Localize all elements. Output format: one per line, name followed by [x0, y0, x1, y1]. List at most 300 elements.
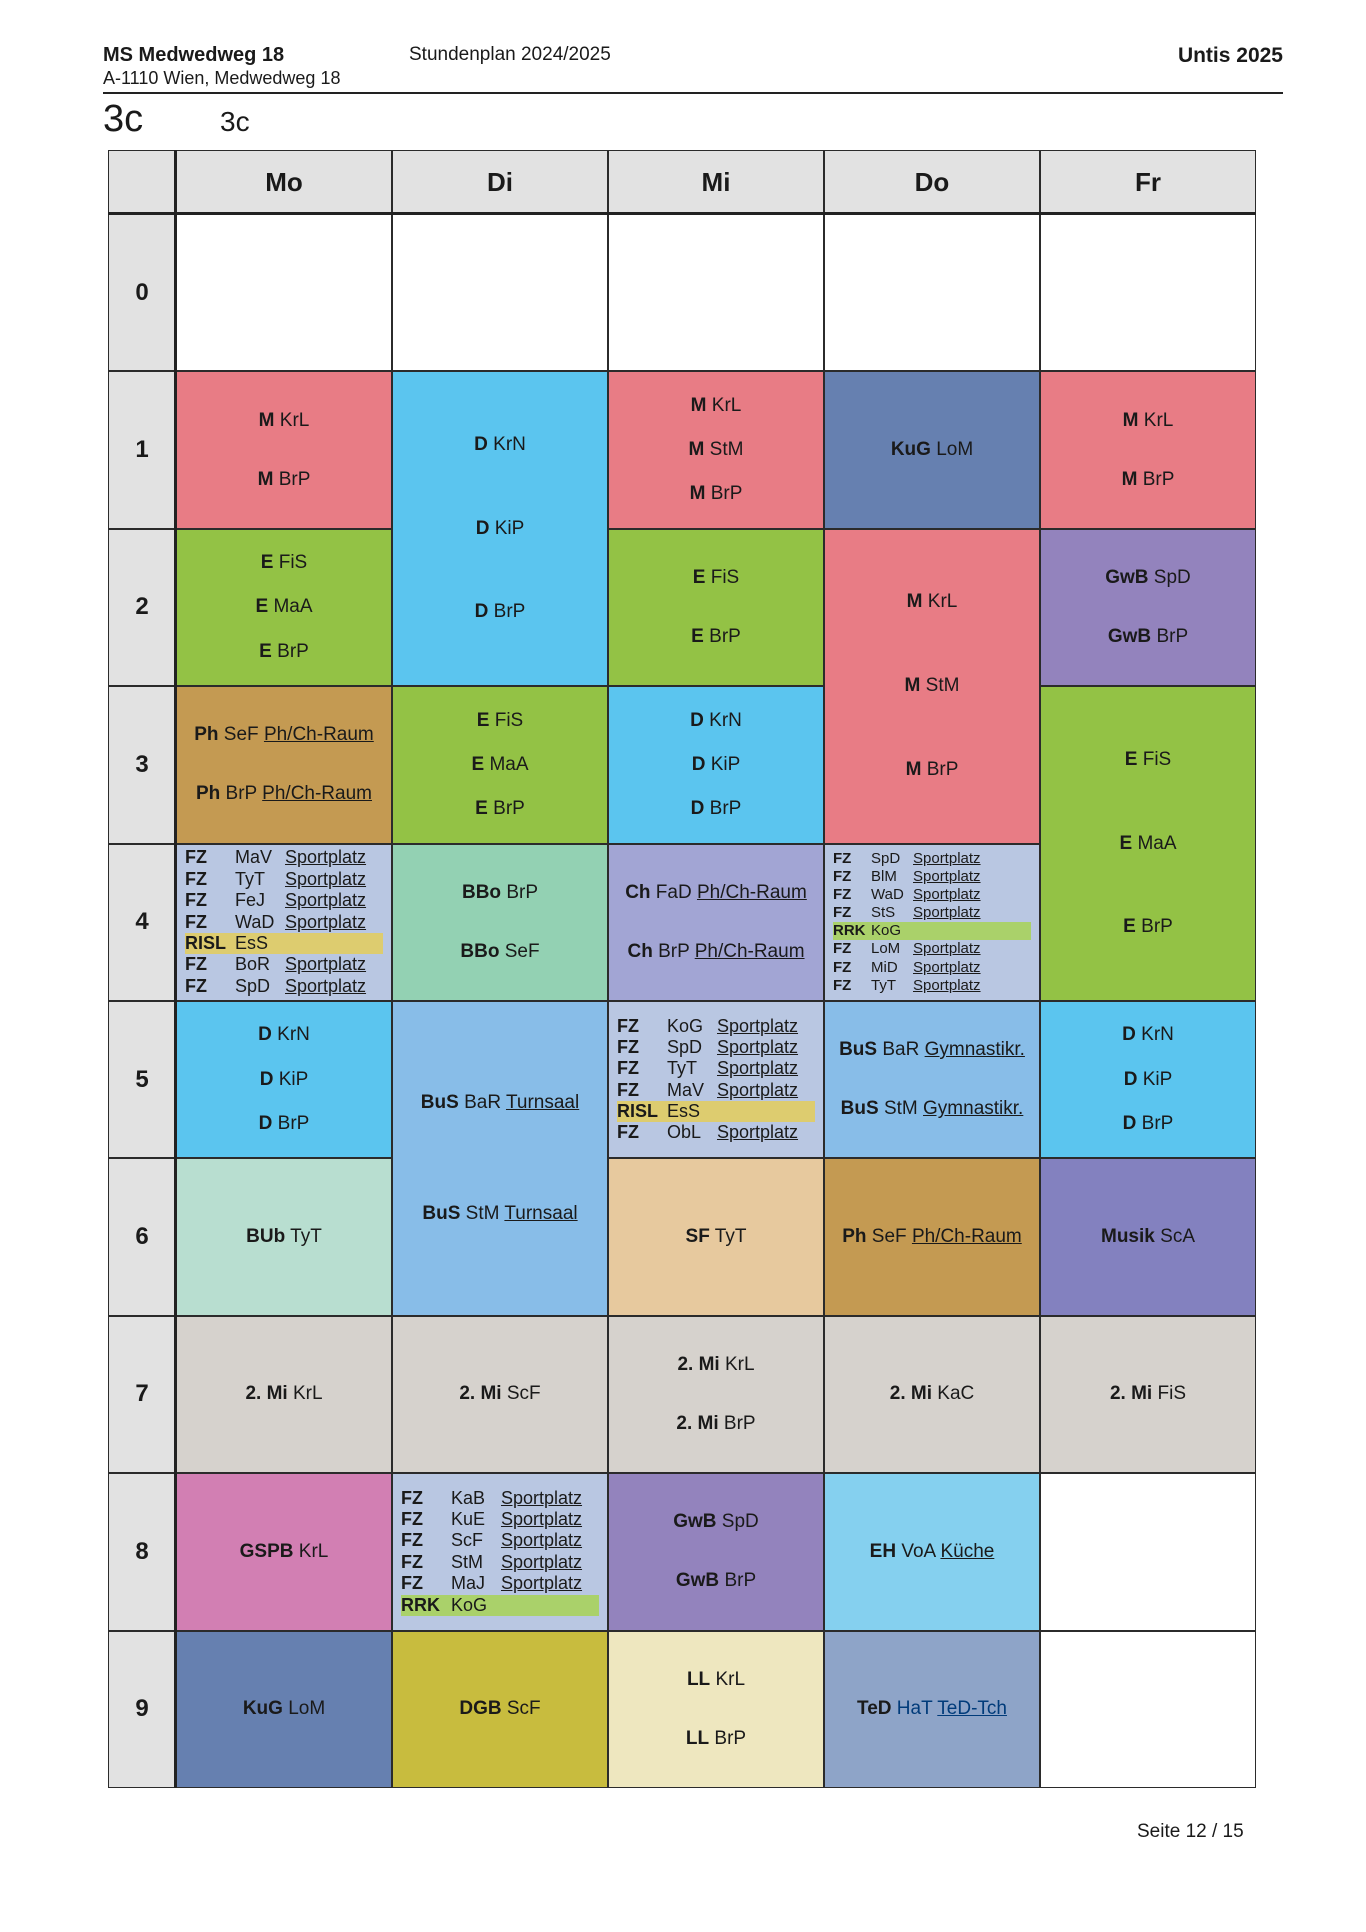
- lesson-entry: [243, 1698, 325, 1720]
- lesson-cell: [824, 844, 1040, 1001]
- lesson-list-row: [401, 1509, 599, 1530]
- lesson-entry: [676, 1570, 756, 1592]
- teacher-code: KaC: [937, 1383, 975, 1405]
- room-name: Sportplatz: [285, 868, 367, 889]
- lesson-cell: [176, 1631, 392, 1788]
- subject-code: BuS: [422, 1203, 461, 1225]
- subject-code: FZ: [617, 1058, 639, 1079]
- subject-code: M: [258, 409, 275, 431]
- teacher-code: BrP: [1156, 626, 1189, 648]
- lesson-entry: [677, 1354, 754, 1376]
- subject-code: D: [1122, 1024, 1136, 1046]
- lesson-entry: [259, 641, 309, 663]
- lesson-entry: [687, 1669, 745, 1691]
- subject-code: BUb: [246, 1226, 286, 1248]
- teacher-code: KrN: [1141, 1024, 1174, 1046]
- subject-code: M: [905, 758, 922, 780]
- teacher-code: ScF: [451, 1530, 484, 1551]
- room-name: Sportplatz: [285, 954, 367, 975]
- subject-code: FZ: [185, 868, 207, 889]
- subject-code: GwB: [673, 1511, 717, 1533]
- subject-code: FZ: [185, 975, 207, 996]
- teacher-code: FaD: [655, 881, 692, 903]
- teacher-code: BrP: [1141, 1113, 1174, 1135]
- subject-code: E: [471, 753, 485, 775]
- lesson-cell: [608, 1316, 824, 1473]
- lesson-entry: [906, 759, 959, 781]
- subject-code: M: [690, 394, 707, 416]
- teacher-code: ObL: [667, 1122, 702, 1143]
- subject-code: E: [1124, 748, 1138, 770]
- teacher-code: BrP: [225, 783, 257, 805]
- lesson-list-row: [833, 922, 1031, 940]
- room-name: Ph/Ch-Raum: [911, 1226, 1022, 1248]
- teacher-code: KrL: [279, 409, 310, 431]
- lesson-list-row: [833, 868, 1031, 886]
- teacher-code: TyT: [714, 1226, 747, 1248]
- subject-code: E: [1123, 916, 1136, 938]
- empty-slot: [392, 214, 608, 371]
- subject-code: 2. Mi: [676, 1413, 719, 1435]
- subject-code: E: [692, 566, 706, 588]
- teacher-code: SeF: [504, 940, 540, 962]
- lesson-list-row: [185, 912, 383, 933]
- teacher-code: StM: [925, 675, 960, 697]
- teacher-code: StS: [871, 904, 896, 922]
- lesson-entry: [692, 754, 741, 776]
- teacher-code: VoA: [901, 1540, 936, 1562]
- subject-code: D: [690, 798, 705, 820]
- subject-code: FZ: [833, 867, 852, 885]
- lesson-entry: [462, 882, 538, 904]
- teacher-code: KrN: [277, 1024, 310, 1046]
- subject-code: LL: [685, 1727, 710, 1749]
- teacher-code: BaR: [464, 1091, 502, 1113]
- teacher-code: KuE: [451, 1509, 486, 1530]
- teacher-code: TyT: [290, 1226, 322, 1248]
- teacher-code: FiS: [494, 709, 524, 731]
- teacher-code: FiS: [1142, 748, 1172, 770]
- lesson-list-row: [617, 1016, 815, 1037]
- lesson-list-row: [833, 904, 1031, 922]
- lesson-cell: [176, 1001, 392, 1158]
- lesson-entry: [476, 518, 525, 540]
- lesson-cell: [824, 1316, 1040, 1473]
- lesson-entry: [1101, 1226, 1195, 1248]
- lesson-cell: [824, 1158, 1040, 1315]
- grid-divider-horizontal: [108, 212, 1256, 215]
- lesson-list-row: [185, 954, 383, 975]
- teacher-code: BrP: [723, 1413, 756, 1435]
- empty-slot: [1040, 214, 1256, 371]
- teacher-code: BoR: [235, 954, 271, 975]
- subject-code: M: [689, 483, 706, 505]
- teacher-code: ScF: [506, 1698, 541, 1720]
- teacher-code: EsS: [667, 1101, 701, 1122]
- teacher-code: BrP: [658, 940, 690, 962]
- lesson-entry: [471, 754, 528, 776]
- lesson-cell: [176, 1473, 392, 1630]
- lesson-entry: [258, 469, 311, 491]
- grid-divider-vertical: [174, 150, 177, 1788]
- lesson-entry: [691, 626, 741, 648]
- subject-code: RRK: [833, 922, 866, 940]
- lesson-cell: [608, 844, 824, 1001]
- teacher-code: BrP: [724, 1570, 757, 1592]
- room-name: Sportplatz: [913, 885, 981, 903]
- subject-code: D: [474, 434, 488, 456]
- lesson-entry: [691, 395, 742, 417]
- teacher-code: KrL: [298, 1540, 329, 1562]
- lesson-entry: [258, 1024, 310, 1046]
- subject-code: FZ: [401, 1551, 423, 1572]
- subject-code: E: [260, 552, 274, 574]
- subject-code: FZ: [185, 954, 207, 975]
- subject-code: BuS: [420, 1091, 459, 1113]
- lesson-entry: [459, 1383, 540, 1405]
- room-name: Sportplatz: [285, 911, 367, 932]
- subject-code: BBo: [460, 940, 500, 962]
- lesson-list-row: [617, 1080, 815, 1101]
- subject-code: M: [904, 675, 921, 697]
- school-name: MS Medwedweg 18: [103, 44, 285, 66]
- page-header: [103, 44, 1283, 94]
- period-header-7: 7: [108, 1316, 176, 1473]
- class-title: 3c: [103, 98, 144, 140]
- teacher-code: BlM: [871, 867, 897, 885]
- lesson-list-row: [833, 850, 1031, 868]
- lesson-entry: [1122, 469, 1175, 491]
- teacher-code: KiP: [494, 517, 525, 539]
- lesson-entry: [690, 483, 743, 505]
- teacher-code: ScF: [506, 1383, 541, 1405]
- period-header-9: 9: [108, 1631, 176, 1788]
- lesson-entry: [422, 1203, 577, 1225]
- teacher-code: FiS: [278, 552, 308, 574]
- subject-code: GSPB: [239, 1540, 294, 1562]
- lesson-entry: [673, 1511, 759, 1533]
- teacher-code: SpD: [1153, 566, 1191, 588]
- lesson-cell: [824, 529, 1040, 844]
- lesson-entry: [691, 798, 742, 820]
- class-subtitle: 3c: [220, 106, 250, 137]
- lesson-entry: [1105, 567, 1191, 589]
- teacher-code: KaB: [451, 1487, 486, 1508]
- lesson-cell: [824, 1473, 1040, 1630]
- teacher-code: HaT: [896, 1698, 933, 1720]
- lesson-entry: [475, 601, 526, 623]
- lesson-entry: [260, 1069, 309, 1091]
- lesson-entry: [857, 1698, 1007, 1720]
- teacher-code: BrP: [493, 601, 526, 623]
- subject-code: Ch: [625, 881, 651, 903]
- subject-code: EH: [869, 1540, 897, 1562]
- teacher-code: MaA: [489, 753, 529, 775]
- empty-slot: [176, 214, 392, 371]
- subject-code: D: [258, 1113, 273, 1135]
- lesson-list-row: [617, 1058, 815, 1079]
- teacher-code: BrP: [709, 798, 742, 820]
- lesson-entry: [475, 798, 525, 820]
- subject-code: FZ: [401, 1487, 423, 1508]
- lesson-list-row: [401, 1488, 599, 1509]
- subject-code: TeD: [857, 1698, 892, 1720]
- lesson-entry: [689, 439, 744, 461]
- lesson-entry: [1123, 1113, 1174, 1135]
- day-header-mi: Mi: [608, 150, 824, 214]
- lesson-entry: [693, 567, 739, 589]
- lesson-entry: [460, 941, 539, 963]
- subject-code: FZ: [185, 890, 207, 911]
- teacher-code: KrL: [711, 394, 742, 416]
- teacher-code: FiS: [710, 566, 740, 588]
- teacher-code: SeF: [871, 1226, 907, 1248]
- teacher-code: BrP: [493, 798, 525, 820]
- lesson-entry: [459, 1698, 540, 1720]
- subject-code: SF: [685, 1226, 710, 1248]
- room-name: Sportplatz: [913, 904, 981, 922]
- lesson-cell: [176, 686, 392, 843]
- subject-code: RISL: [185, 932, 227, 953]
- teacher-code: MiD: [871, 958, 898, 976]
- subject-code: FZ: [617, 1036, 639, 1057]
- teacher-code: MaJ: [451, 1573, 486, 1594]
- teacher-code: BaR: [882, 1039, 920, 1061]
- room-name: Sportplatz: [913, 849, 981, 867]
- teacher-code: StM: [465, 1203, 500, 1225]
- subject-code: FZ: [617, 1122, 639, 1143]
- room-name: Sportplatz: [501, 1509, 583, 1530]
- teacher-code: MaA: [273, 596, 313, 618]
- lesson-list-row: [401, 1530, 599, 1551]
- room-name: Sportplatz: [501, 1487, 583, 1508]
- period-header-8: 8: [108, 1473, 176, 1630]
- lesson-list-row: [185, 847, 383, 868]
- teacher-code: TyT: [871, 976, 896, 994]
- lesson-list-row: [185, 933, 383, 954]
- subject-code: BuS: [839, 1039, 878, 1061]
- teacher-code: BrP: [714, 1727, 747, 1749]
- lesson-cell: [1040, 1316, 1256, 1473]
- period-header-0: 0: [108, 214, 176, 371]
- subject-code: KuG: [890, 439, 931, 461]
- subject-code: GwB: [1107, 626, 1152, 648]
- room-name: Gymnastikr.: [924, 1039, 1025, 1061]
- teacher-code: KoG: [451, 1594, 488, 1615]
- subject-code: GwB: [675, 1570, 720, 1592]
- lesson-entry: [261, 552, 307, 574]
- room-name: TeD-Tch: [937, 1698, 1007, 1720]
- lesson-entry: [194, 724, 374, 746]
- timetable-grid: [108, 150, 1256, 1788]
- lesson-cell: [392, 1631, 608, 1788]
- room-name: Sportplatz: [913, 976, 981, 994]
- teacher-code: WaD: [235, 911, 275, 932]
- lesson-list-row: [401, 1552, 599, 1573]
- lesson-list-row: [401, 1573, 599, 1594]
- subject-code: 2. Mi: [889, 1383, 932, 1405]
- room-name: Gymnastikr.: [923, 1098, 1024, 1120]
- subject-code: 2. Mi: [677, 1353, 720, 1375]
- lesson-cell: [608, 371, 824, 528]
- teacher-code: StM: [709, 439, 744, 461]
- lesson-entry: [1125, 749, 1171, 771]
- lesson-list-row: [185, 976, 383, 997]
- teacher-code: TyT: [235, 868, 265, 889]
- subject-code: FZ: [833, 958, 852, 976]
- subject-code: FZ: [833, 976, 852, 994]
- lesson-entry: [625, 882, 807, 904]
- lesson-entry: [686, 1226, 747, 1248]
- room-name: Sportplatz: [285, 890, 367, 911]
- teacher-code: KiP: [278, 1068, 309, 1090]
- lesson-cell: [176, 844, 392, 1001]
- lesson-cell: [1040, 1001, 1256, 1158]
- subject-code: Ph: [195, 783, 221, 805]
- lesson-entry: [891, 439, 973, 461]
- empty-slot: [1040, 1631, 1256, 1788]
- lesson-entry: [255, 596, 312, 618]
- lesson-entry: [477, 710, 523, 732]
- room-name: Sportplatz: [717, 1079, 799, 1100]
- empty-slot: [1040, 1473, 1256, 1630]
- lesson-list-row: [617, 1037, 815, 1058]
- teacher-code: BrP: [278, 468, 311, 490]
- teacher-code: SpD: [721, 1511, 759, 1533]
- school-address: A-1110 Wien, Medwedweg 18: [103, 68, 341, 88]
- room-name: Sportplatz: [501, 1530, 583, 1551]
- lesson-list-row: [617, 1122, 815, 1143]
- teacher-code: SpD: [667, 1036, 703, 1057]
- lesson-cell: [824, 371, 1040, 528]
- lesson-entry: [907, 591, 958, 613]
- lesson-cell: [1040, 529, 1256, 686]
- lesson-cell: [392, 1001, 608, 1316]
- lesson-cell: [608, 1001, 824, 1158]
- lesson-entry: [1110, 1383, 1186, 1405]
- teacher-code: FeJ: [235, 890, 266, 911]
- subject-code: FZ: [401, 1573, 423, 1594]
- lesson-entry: [259, 1113, 310, 1135]
- teacher-code: KrL: [715, 1668, 746, 1690]
- lesson-entry: [1124, 1069, 1173, 1091]
- subject-code: D: [690, 709, 704, 731]
- lesson-entry: [905, 675, 960, 697]
- teacher-code: BrP: [709, 626, 741, 648]
- teacher-code: MaA: [1137, 832, 1177, 854]
- teacher-code: KrN: [709, 709, 742, 731]
- teacher-code: KrL: [724, 1353, 755, 1375]
- day-header-mo: Mo: [176, 150, 392, 214]
- subject-code: FZ: [833, 885, 852, 903]
- room-name: Sportplatz: [913, 867, 981, 885]
- room-name: Sportplatz: [501, 1551, 583, 1572]
- subject-code: M: [688, 439, 705, 461]
- subject-code: M: [257, 468, 274, 490]
- teacher-code: MaV: [667, 1079, 705, 1100]
- subject-code: E: [691, 626, 704, 648]
- lesson-cell: [608, 529, 824, 686]
- subject-code: Musik: [1101, 1226, 1155, 1248]
- lesson-list-row: [833, 886, 1031, 904]
- subject-code: KuG: [242, 1698, 283, 1720]
- subject-code: E: [255, 596, 269, 618]
- lesson-list-row: [833, 959, 1031, 977]
- lesson-cell: [392, 686, 608, 843]
- subject-code: FZ: [185, 847, 207, 868]
- lesson-cell: [176, 1316, 392, 1473]
- subject-code: RISL: [617, 1101, 659, 1122]
- teacher-code: BrP: [277, 1113, 310, 1135]
- lesson-cell: [608, 1473, 824, 1630]
- teacher-code: KrL: [292, 1383, 323, 1405]
- subject-code: E: [475, 798, 488, 820]
- teacher-code: BrP: [277, 640, 309, 662]
- lesson-list-row: [617, 1101, 815, 1122]
- teacher-code: LoM: [936, 439, 974, 461]
- subject-code: 2. Mi: [1109, 1383, 1153, 1405]
- teacher-code: KrL: [927, 591, 958, 613]
- room-name: Ph/Ch-Raum: [262, 783, 372, 805]
- lesson-entry: [890, 1383, 974, 1405]
- subject-code: FZ: [617, 1015, 639, 1036]
- lesson-list-row: [185, 890, 383, 911]
- teacher-code: KiP: [710, 753, 741, 775]
- day-header-fr: Fr: [1040, 150, 1256, 214]
- room-name: Ph/Ch-Raum: [263, 724, 374, 746]
- lesson-cell: [392, 371, 608, 686]
- lesson-cell: [176, 1158, 392, 1315]
- teacher-code: BrP: [710, 483, 743, 505]
- teacher-code: MaV: [235, 847, 273, 868]
- room-name: Sportplatz: [285, 847, 367, 868]
- lesson-entry: [686, 1728, 746, 1750]
- lesson-cell: [1040, 686, 1256, 1001]
- lesson-entry: [676, 1413, 755, 1435]
- lesson-entry: [839, 1039, 1025, 1061]
- teacher-code: BrP: [1142, 468, 1175, 490]
- lesson-entry: [245, 1383, 322, 1405]
- lesson-entry: [246, 1226, 322, 1248]
- subject-code: Ph: [842, 1226, 867, 1248]
- teacher-code: TyT: [667, 1058, 697, 1079]
- teacher-code: SpD: [235, 975, 271, 996]
- teacher-code: SeF: [223, 724, 259, 746]
- subject-code: Ph: [194, 724, 219, 746]
- lesson-cell: [176, 371, 392, 528]
- lesson-cell: [824, 1631, 1040, 1788]
- lesson-list-row: [833, 977, 1031, 995]
- lesson-cell: [608, 1158, 824, 1315]
- subject-code: M: [906, 591, 923, 613]
- subject-code: FZ: [401, 1530, 423, 1551]
- subject-code: FZ: [833, 849, 852, 867]
- teacher-code: FiS: [1157, 1383, 1186, 1405]
- room-name: Sportplatz: [717, 1036, 799, 1057]
- room-name: Sportplatz: [717, 1058, 799, 1079]
- room-name: Turnsaal: [504, 1203, 578, 1225]
- teacher-code: KiP: [1142, 1068, 1173, 1090]
- subject-code: D: [691, 753, 706, 775]
- room-name: Sportplatz: [501, 1573, 583, 1594]
- subject-code: RRK: [401, 1594, 440, 1615]
- plan-title: Stundenplan 2024/2025: [409, 44, 611, 65]
- period-header-3: 3: [108, 686, 176, 843]
- day-header-di: Di: [392, 150, 608, 214]
- room-name: Sportplatz: [717, 1015, 799, 1036]
- subject-code: LL: [686, 1668, 711, 1690]
- period-header-2: 2: [108, 529, 176, 686]
